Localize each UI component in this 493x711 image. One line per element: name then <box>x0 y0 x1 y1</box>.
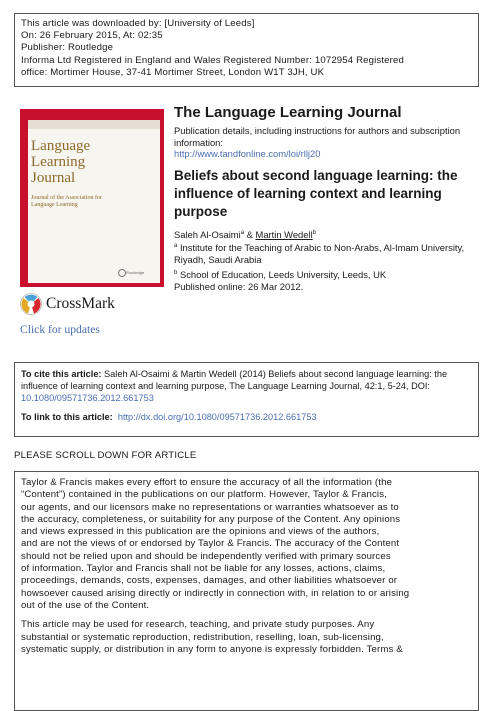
doi-link[interactable]: 10.1080/09571736.2012.661753 <box>21 393 154 403</box>
date-line: On: 26 February 2015, At: 02:35 <box>21 30 163 42</box>
affiliation-a <box>174 241 474 266</box>
office-line: office: Mortimer House, 37-41 Mortimer Street, London W1T 3JH, UK <box>21 66 325 78</box>
author-1: Saleh Al-Osaimi <box>174 229 241 241</box>
crossmark-icon <box>20 293 42 315</box>
download-info-box <box>14 13 479 87</box>
disclaimer-line: out of the use of the Content. <box>21 599 150 611</box>
journal-name: The Language Learning Journal <box>174 104 402 121</box>
published-online: Published online: 26 Mar 2012. <box>174 281 304 292</box>
click-for-updates-link[interactable]: Click for updates <box>20 323 100 336</box>
affiliation-a-sup: a <box>174 243 178 249</box>
disclaimer-line: howsoever caused arising directly or indirectly in connection with, in relation to or arising <box>21 587 410 599</box>
disclaimer-line: proceedings, demands, costs, expenses, damages, and other liabilities whatsoever or <box>21 575 398 587</box>
author-list <box>174 227 316 241</box>
disclaimer-line: and views expressed in this publication are the opinions and views of the authors, <box>21 526 380 538</box>
disclaimer-line: and are not the views of or endorsed by Taylor & Francis. The accuracy of the Content <box>21 538 400 550</box>
cite-text: Saleh Al-Osaimi & Martin Wedell (2014) Beliefs about second language learning: the influence of learning context and learning purpose, The Language Learning Journal, 42:1, 5-24, DOI: <box>21 369 448 391</box>
disclaimer-box <box>14 471 479 711</box>
cite-label: To cite this article: <box>21 369 102 379</box>
citation-box <box>14 362 479 437</box>
author-2-sup: b <box>312 230 316 236</box>
link-label: To link to this article: <box>21 412 113 422</box>
cover-subtitle: Journal of the Association for Language Learning <box>31 195 102 208</box>
disclaimer-line: of information. Taylor and Francis shall not be liable for any losses, actions, claims, <box>21 563 386 575</box>
affiliation-a-text: Institute for the Teaching of Arabic to Non-Arabs, Al-Imam University, Riyadh, Saudi Arabia <box>174 242 465 265</box>
disclaimer-line: should not be relied upon and should be independently verified with primary sources <box>21 550 391 562</box>
article-url-link[interactable]: http://dx.doi.org/10.1080/09571736.2012.661753 <box>117 412 317 422</box>
affiliation-b <box>174 268 474 281</box>
cover-panel <box>28 120 160 283</box>
disclaimer-line: our agents, and our licensors make no representations or warranties whatsoever as to <box>21 501 399 513</box>
download-line: This article was downloaded by: [University of Leeds] <box>21 18 255 29</box>
cite-row <box>21 368 472 404</box>
journal-url-link[interactable]: http://www.tandfonline.com/loi/rllj20 <box>174 148 321 160</box>
registration-line: Informa Ltd Registered in England and Wales Registered Number: 1072954 Registered <box>21 54 404 66</box>
cover-title: Language Learning Journal <box>31 138 91 186</box>
publication-details-text: Publication details, including instructions for authors and subscription information: <box>174 125 461 148</box>
crossmark-label: CrossMark <box>46 295 115 312</box>
article-title: Beliefs about second language learning: the influence of learning context and learning purpose <box>174 168 458 219</box>
paragraph-gap <box>21 612 472 619</box>
cover-strip <box>28 120 160 129</box>
affiliation-b-text: School of Education, Leeds University, Leeds, UK <box>177 269 387 281</box>
disclaimer-line: “Content”) contained in the publications on our platform. However, Taylor & Francis, <box>21 489 387 501</box>
disclaimer-line: Taylor & Francis makes every effort to ensure the accuracy of all the information (the <box>21 477 393 488</box>
disclaimer-line: the accuracy, completeness, or suitability for any purpose of the Content. Any opinions <box>21 513 401 525</box>
link-row <box>21 411 472 423</box>
author-separator: & <box>244 229 256 241</box>
author-2-link[interactable]: Martin Wedell <box>255 229 313 241</box>
publisher-logo-icon <box>118 269 126 277</box>
journal-cover-image <box>20 109 164 287</box>
terms-line: substantial or systematic reproduction, redistribution, reselling, loan, sub-licensing, <box>21 631 384 643</box>
cover-publisher: Routledge <box>126 270 145 275</box>
crossmark-badge[interactable] <box>20 291 140 319</box>
author-1-sup: a <box>240 230 245 236</box>
affiliation-b-sup: b <box>174 270 178 276</box>
publication-details <box>174 125 474 160</box>
terms-line: systematic supply, or distribution in any form to anyone is expressly forbidden. Terms & <box>21 643 403 655</box>
terms-line: This article may be used for research, teaching, and private study purposes. Any <box>21 619 375 631</box>
publisher-line: Publisher: Routledge <box>21 42 114 54</box>
scroll-notice: PLEASE SCROLL DOWN FOR ARTICLE <box>14 450 197 461</box>
